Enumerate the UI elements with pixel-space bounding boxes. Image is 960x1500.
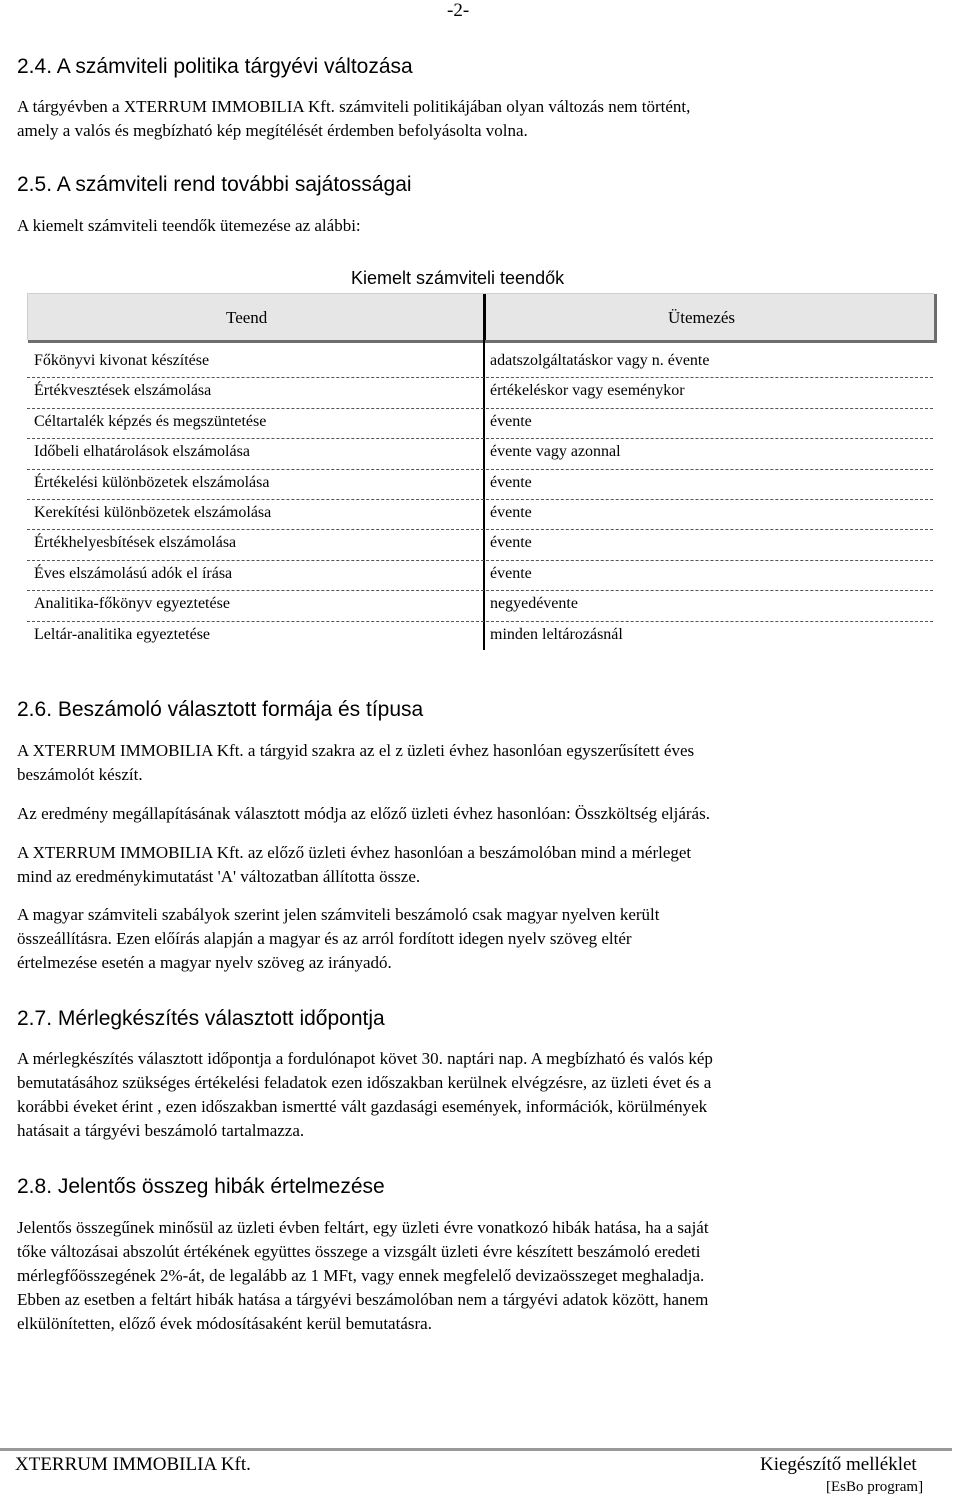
schedule-cell: évente vagy azonnal bbox=[490, 443, 621, 461]
header-task: Teend bbox=[226, 308, 268, 327]
schedule-cell: évente bbox=[490, 412, 532, 430]
schedule-cell: negyedévente bbox=[490, 595, 578, 613]
task-cell: Értékhelyesbítések elszámolása bbox=[34, 534, 237, 552]
task-cell: Céltartalék képzés és megszüntetése bbox=[34, 412, 267, 430]
task-cell: Leltár-analitika egyeztetése bbox=[34, 625, 211, 643]
table-row bbox=[27, 561, 937, 591]
section-2-6-heading: 2.6. Beszámoló választott formája és típusa bbox=[17, 698, 424, 721]
schedule-cell: évente bbox=[490, 534, 532, 552]
section-2-7-heading: 2.7. Mérlegkészítés választott időpontja bbox=[17, 1007, 385, 1030]
page-number: -2- bbox=[447, 0, 470, 21]
table-row bbox=[27, 439, 937, 469]
section-2-8-paragraph: Jelentős összegűnek minősül az üzleti évben feltárt, egy üzleti évre vonatkozó hibák hatása, ha a saját tőke változásai abszolút értékének együttes összege a vizsgált üzleti évre készített beszámoló eredeti mérlegfőösszegének 2%-át, de legalább az 1 MFt, vagy ennek megfelelő devizaösszeget meghaladja. Ebben az esetben a feltárt hibák hatása a tárgyévi beszámolóban nem a tárgyévi adatok között, hanem elkülönítetten, előző évek módosításaként kerül bemutatásra. bbox=[17, 1218, 709, 1333]
table-row bbox=[27, 500, 937, 530]
task-cell: Főkönyvi kivonat készítése bbox=[34, 352, 210, 369]
table-body bbox=[27, 348, 937, 652]
schedule-cell: értékeléskor vagy eseménykor bbox=[490, 382, 685, 400]
header-shadow-right bbox=[934, 294, 937, 340]
section-2-5-heading: 2.5. A számviteli rend további sajátosságai bbox=[17, 173, 412, 196]
section-2-5-intro: A kiemelt számviteli teendők ütemezése az alábbi: bbox=[17, 216, 361, 235]
task-cell: Időbeli elhatárolások elszámolása bbox=[34, 443, 250, 461]
task-cell: Kerekítési különbözetek elszámolása bbox=[34, 503, 272, 521]
task-cell: Értékvesztések elszámolása bbox=[34, 382, 212, 400]
table-row bbox=[27, 409, 937, 439]
section-2-8-heading: 2.8. Jelentős összeg hibák értelmezése bbox=[17, 1175, 385, 1198]
task-cell: Értékelési különbözetek elszámolása bbox=[34, 473, 270, 491]
table-row bbox=[27, 622, 937, 652]
header-divider bbox=[483, 294, 486, 340]
table-row bbox=[27, 530, 937, 560]
section-2-4-paragraph: A tárgyévben a XTERRUM IMMOBILIA Kft. számviteli politikájában olyan változás nem történt, amely a valós és megbízható kép megítélését érdemben befolyásolta volna. bbox=[17, 97, 691, 140]
table-row bbox=[27, 591, 937, 621]
schedule-cell: minden leltározásnál bbox=[490, 625, 623, 643]
task-cell: Analitika-főkönyv egyeztetése bbox=[34, 595, 230, 613]
section-2-4-heading: 2.4. A számviteli politika tárgyévi változása bbox=[17, 55, 413, 78]
schedule-cell: évente bbox=[490, 564, 532, 582]
footer-doc-type: Kiegészítő melléklet bbox=[760, 1454, 917, 1475]
table-header bbox=[27, 293, 934, 340]
schedule-cell: évente bbox=[490, 503, 532, 521]
section-2-6-paragraph-3: A XTERRUM IMMOBILIA Kft. az előző üzleti évhez hasonlóan a beszámolóban mind a mérleget mind az eredménykimutatást 'A' változatban állította össze. bbox=[17, 843, 692, 886]
task-cell: Éves elszámolású adók el írása bbox=[34, 564, 233, 582]
schedule-cell: adatszolgáltatáskor vagy n. évente bbox=[490, 352, 710, 369]
footer-company: XTERRUM IMMOBILIA Kft. bbox=[15, 1454, 251, 1475]
table-row bbox=[27, 470, 937, 500]
section-2-7-paragraph: A mérlegkészítés választott időpontja a fordulónapot követ 30. naptári nap. A megbízható és valós kép bemutatásához szükséges értékelési feladatok ezen időszakban kerülnek elvégzésre, az üzleti évet és a korábbi éveket érint , ezen időszakban ismertté vált gazdasági események, információk, körülmények hatásait a tárgyévi beszámoló tartalmazza. bbox=[17, 1049, 713, 1140]
section-2-6-paragraph-4: A magyar számviteli szabályok szerint jelen számviteli beszámoló csak magyar nyelven került összeállításra. Ezen előírás alapján a magyar és az arról fordított idegen nyelv szöveg eltér értelmezése esetén a magyar nyelv szöveg az irányadó. bbox=[17, 905, 660, 972]
schedule-cell: évente bbox=[490, 473, 532, 491]
table-row bbox=[27, 348, 937, 378]
header-schedule: Ütemezés bbox=[668, 308, 736, 327]
table-title: Kiemelt számviteli teendők bbox=[351, 268, 565, 288]
footer-bar bbox=[0, 1448, 952, 1451]
section-2-6-paragraph-2: Az eredmény megállapításának választott módja az előző üzleti évhez hasonlóan: Összköltség eljárás. bbox=[17, 804, 710, 823]
footer-source: [EsBo program] bbox=[826, 1479, 924, 1495]
section-2-6-paragraph-1: A XTERRUM IMMOBILIA Kft. a tárgyid szakra az el z üzleti évhez hasonlóan egyszerűsített éves beszámolót készít. bbox=[17, 741, 695, 784]
table-row bbox=[27, 378, 937, 408]
